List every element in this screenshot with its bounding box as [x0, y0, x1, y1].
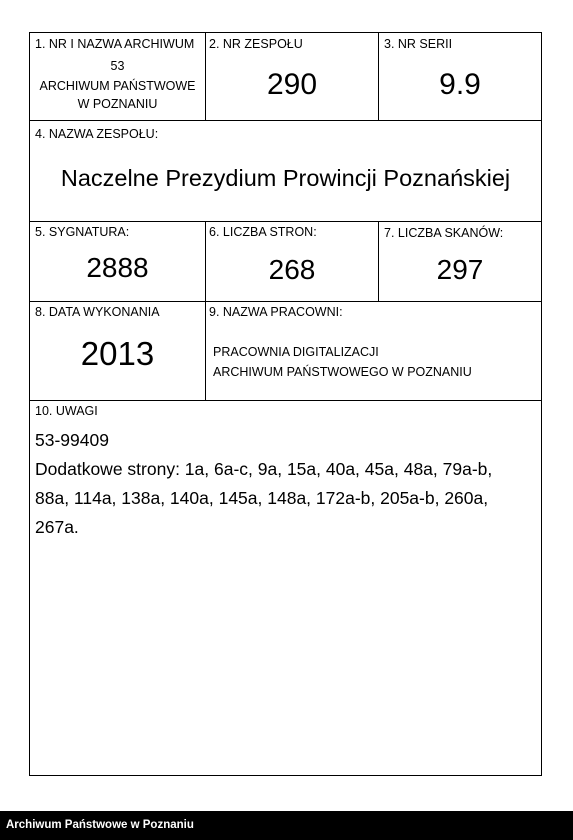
notes-line3: 88a, 114a, 138a, 140a, 145a, 148a, 172a-b, 205a-b, 260a,: [35, 488, 489, 508]
col-divider: [205, 301, 206, 400]
series-no-label: 3. NR SERII: [384, 37, 453, 51]
pages-label: 6. LICZBA STRON:: [209, 225, 317, 239]
notes-label: 10. UWAGI: [35, 404, 98, 418]
footer-bar: [0, 811, 573, 840]
scans-label: 7. LICZBA SKANÓW:: [384, 226, 504, 240]
archive-name-line2: W POZNANIU: [77, 97, 158, 111]
date-label: 8. DATA WYKONANIA: [35, 305, 160, 319]
row-divider: [30, 301, 541, 302]
metadata-card: [29, 32, 542, 776]
archive-label: 1. NR I NAZWA ARCHIWUM: [35, 37, 195, 51]
notes-line2: Dodatkowe strony: 1a, 6a-c, 9a, 15a, 40a, 45a, 48a, 79a-b,: [35, 459, 493, 479]
notes-line4: 267a.: [35, 517, 79, 537]
signature-value: 2888: [86, 252, 149, 283]
series-no-value: 9.9: [439, 68, 481, 101]
row-divider: [30, 221, 541, 222]
footer-text: Archiwum Państwowe w Poznaniu: [6, 819, 194, 831]
workshop-line1: PRACOWNIA DIGITALIZACJI: [213, 345, 379, 359]
fonds-name-label: 4. NAZWA ZESPOŁU:: [35, 127, 159, 141]
archive-name-line1: ARCHIWUM PAŃSTWOWE: [39, 79, 196, 93]
date-value: 2013: [80, 335, 155, 372]
row-divider: [30, 400, 541, 401]
fonds-name-value: Naczelne Prezydium Prowincji Poznańskiej: [60, 165, 511, 191]
signature-label: 5. SYGNATURA:: [35, 225, 130, 239]
workshop-label: 9. NAZWA PRACOWNI:: [209, 305, 343, 319]
fonds-no-value: 290: [266, 68, 318, 101]
workshop-line2: ARCHIWUM PAŃSTWOWEGO W POZNANIU: [213, 365, 472, 379]
fonds-no-label: 2. NR ZESPOŁU: [209, 37, 303, 51]
notes-line1: 53-99409: [35, 430, 109, 450]
row-divider: [30, 120, 541, 121]
pages-value: 268: [268, 254, 316, 285]
scans-value: 297: [436, 254, 484, 285]
archive-number: 53: [110, 59, 125, 73]
